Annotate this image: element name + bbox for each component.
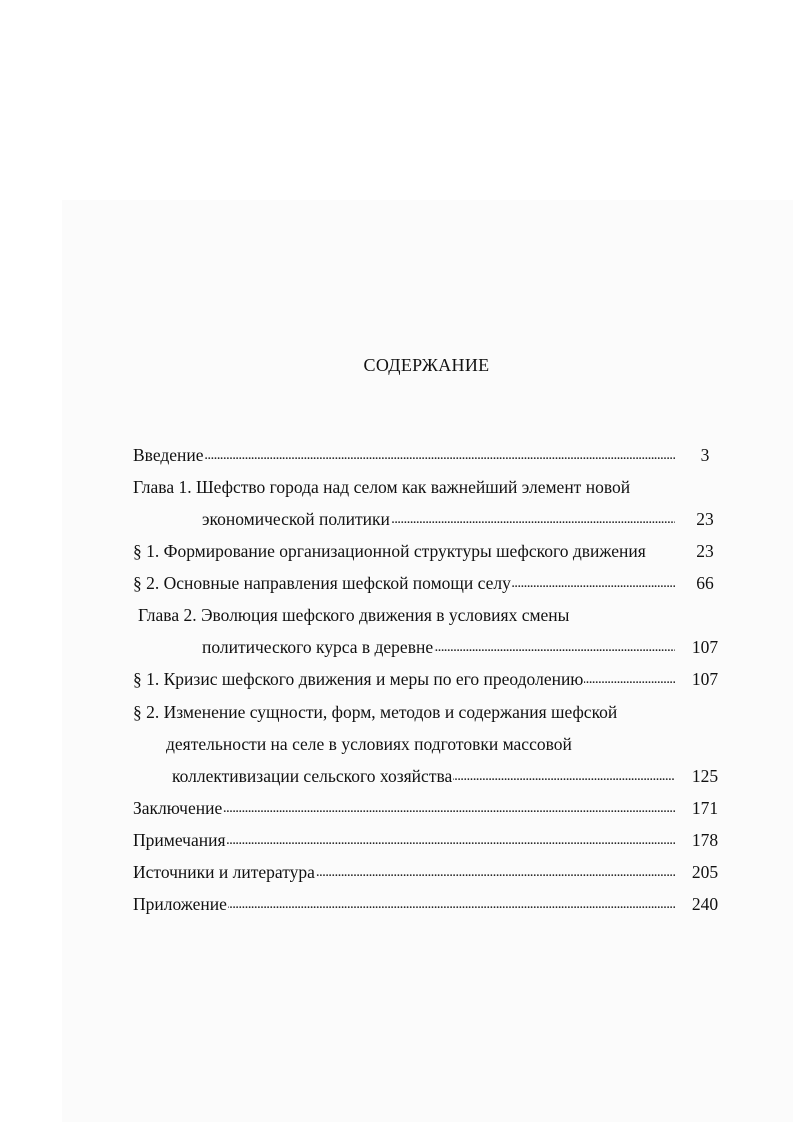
toc-entry-chapter-2 [138,605,678,625]
toc-entry-text: политического курса в деревне [202,637,434,657]
toc-page-number: 240 [691,894,719,914]
toc-entry-text: коллективизации сельского хозяйства [172,766,453,786]
toc-entry-text: Глава 1. Шефство города над селом как важнейший элемент новой [133,477,631,497]
toc-entry-text: § 1. Формирование организационной структуры шефского движения [133,541,646,561]
toc-entry-chapter-2-cont [202,637,675,657]
toc-entry-chapter-1 [133,477,693,497]
toc-entry-text: деятельности на селе в условиях подготовки массовой [166,734,572,754]
toc-entry-text: § 2. Изменение сущности, форм, методов и содержания шефской [133,702,618,722]
toc-page-number: 23 [696,541,714,561]
toc-entry-appendix [133,894,675,914]
toc-entry-text: Источники и литература [133,862,315,882]
toc-entry-text: Глава 2. Эволюция шефского движения в условиях смены [138,605,570,625]
toc-entry-text: Приложение [133,894,227,914]
scan-background [62,200,793,1122]
toc-entry-text: Введение [133,445,204,465]
toc-entry-chapter-1-cont [202,509,675,529]
toc-page-number: 107 [691,669,719,689]
toc-entry-text: Примечания [133,830,226,850]
page-title: СОДЕРЖАНИЕ [363,355,490,375]
toc-page-number: 107 [691,637,719,657]
toc-entry-section-2-2 [133,702,693,722]
toc-entry-notes [133,830,675,850]
toc-entry-text: § 2. Основные направления шефской помощи селу [133,573,511,593]
toc-page-number: 171 [691,798,719,818]
toc-page-number: 205 [691,862,719,882]
toc-page-number: 66 [696,573,714,593]
toc-page-number: 125 [691,766,719,786]
toc-page-number: 3 [700,445,710,465]
toc-entry-text: Заключение [133,798,223,818]
toc-entry-text: экономической политики [202,509,390,529]
toc-entry-introduction [133,445,675,465]
toc-entry-conclusion [133,798,675,818]
toc-entry-sources [133,862,675,882]
toc-entry-section-2-2-cont [166,734,686,754]
toc-entry-section-2-1 [133,669,675,689]
toc-page-number: 23 [696,509,714,529]
toc-page-number: 178 [691,830,719,850]
toc-entry-section-1-1 [133,541,683,561]
toc-entry-text: § 1. Кризис шефского движения и меры по его преодолению [133,669,584,689]
toc-entry-section-1-2 [133,573,675,593]
toc-entry-section-2-2-cont2 [172,766,675,786]
